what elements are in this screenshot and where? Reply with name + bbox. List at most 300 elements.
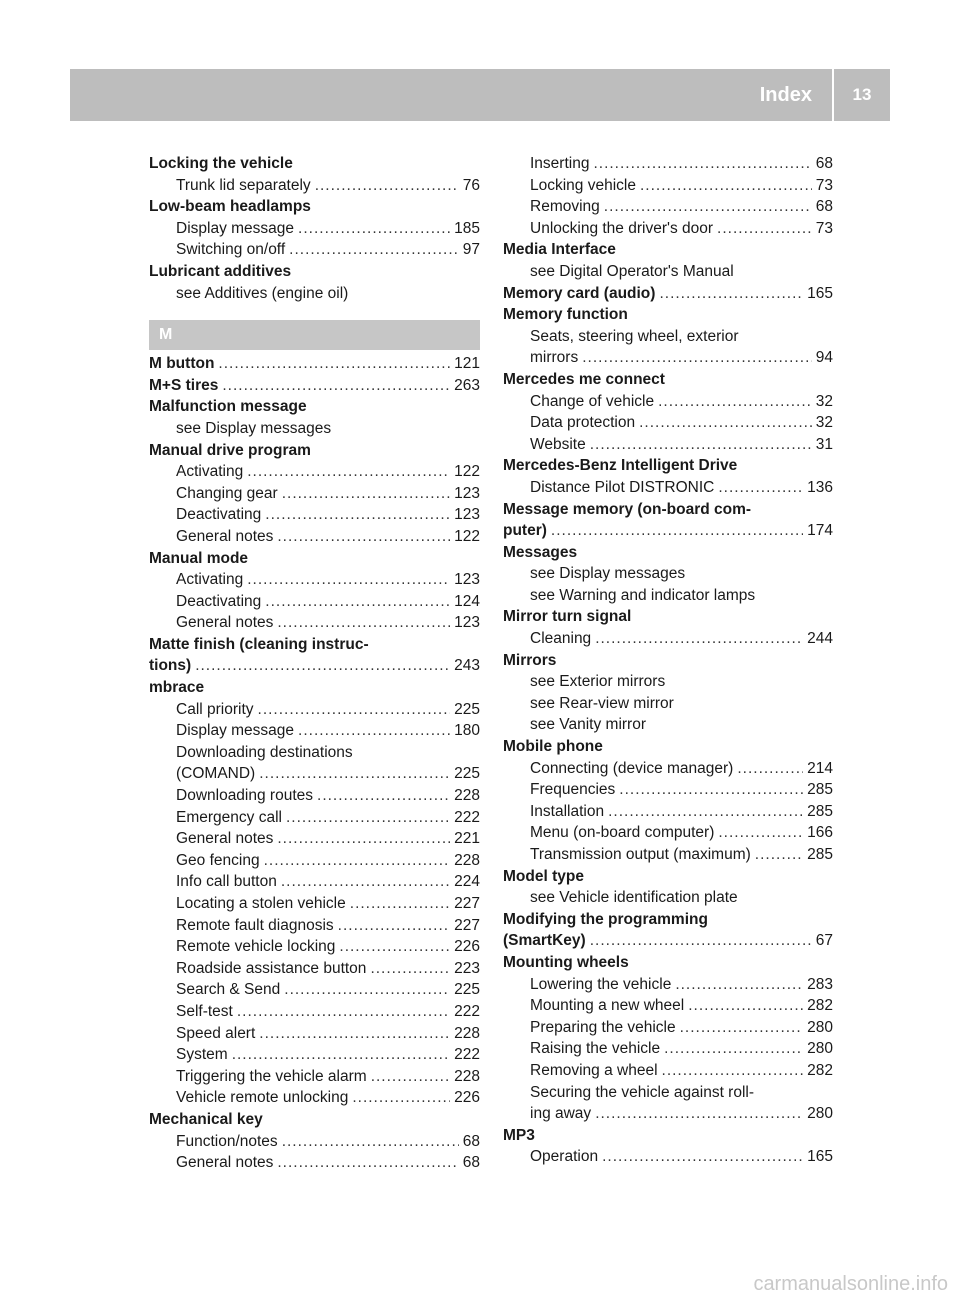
index-heading [149, 548, 480, 570]
page-reference: 222 [454, 808, 480, 826]
entry-label: Search & Send [176, 981, 281, 999]
entry-label: Mirrors [503, 651, 557, 669]
page-reference: 122 [454, 463, 480, 481]
index-subentry [503, 153, 833, 175]
entry-label: Menu (on-board computer) [530, 824, 715, 842]
entry-label: Raising the vehicle [530, 1040, 661, 1058]
dot-leader [282, 1131, 459, 1153]
page-reference: 68 [462, 1154, 480, 1172]
entry-label: mbrace [149, 679, 205, 697]
page-reference: 68 [462, 1132, 480, 1150]
entry-label: see Digital Operator's Manual [530, 262, 734, 280]
entry-label: Preparing the vehicle [530, 1018, 676, 1036]
index-subentry [503, 779, 833, 801]
index-heading [503, 866, 833, 888]
entry-label: ing away [530, 1105, 592, 1123]
index-heading [503, 520, 833, 542]
entry-label: Memory function [503, 306, 628, 324]
index-heading [503, 909, 833, 931]
index-subentry [503, 1146, 833, 1168]
index-heading [503, 455, 833, 477]
entry-label: Malfunction message [149, 398, 307, 416]
entry-label: Trunk lid separately [176, 176, 311, 194]
index-subentry [149, 828, 480, 850]
entry-label: Downloading routes [176, 787, 314, 805]
entry-label: see Display messages [176, 419, 332, 437]
page-reference: 124 [454, 592, 480, 610]
entry-label: General notes [176, 614, 274, 632]
page-title: Index [759, 84, 812, 106]
dot-leader [352, 1087, 450, 1109]
page-reference: 285 [807, 781, 833, 799]
entry-label: Triggering the vehicle alarm [176, 1067, 367, 1085]
page-reference: 97 [462, 241, 480, 259]
dot-leader [551, 520, 803, 542]
index-column-right [503, 153, 833, 1168]
dot-leader [281, 871, 450, 893]
entry-label: Mercedes me connect [503, 370, 665, 388]
index-heading [149, 153, 480, 175]
entry-label: Call priority [176, 700, 254, 718]
dot-leader [339, 936, 450, 958]
dot-leader [222, 375, 450, 397]
entry-label: General notes [176, 830, 274, 848]
entry-label: Mechanical key [149, 1110, 263, 1128]
index-subentry [149, 569, 480, 591]
index-heading [503, 606, 833, 628]
dot-leader [195, 655, 450, 677]
entry-label: Memory card (audio) [503, 284, 656, 302]
page-reference: 68 [815, 155, 833, 172]
dot-leader [717, 218, 812, 240]
entry-label: Manual drive program [149, 441, 311, 459]
index-subentry [149, 720, 480, 742]
index-subentry [503, 391, 833, 413]
dot-leader [593, 153, 811, 175]
index-subentry [149, 1044, 480, 1066]
index-heading [503, 952, 833, 974]
dot-leader [662, 1060, 804, 1082]
entry-label: puter) [503, 522, 547, 540]
page-reference: 228 [454, 1024, 480, 1042]
index-subentry [503, 714, 833, 736]
index-heading [149, 655, 480, 677]
index-heading [503, 304, 833, 326]
index-subentry [503, 434, 833, 456]
dot-leader [298, 218, 450, 240]
entry-label: see Warning and indicator lamps [530, 586, 756, 604]
index-heading [503, 1125, 833, 1147]
index-subentry [503, 801, 833, 823]
dot-leader [317, 785, 450, 807]
entry-label: see Additives (engine oil) [176, 284, 349, 302]
dot-leader [258, 699, 451, 721]
page-reference: 225 [454, 700, 480, 718]
index-subentry [149, 1152, 480, 1174]
page-reference: 121 [454, 355, 480, 373]
entry-label: see Rear-view mirror [530, 694, 674, 712]
dot-leader [718, 477, 803, 499]
entry-label: Remote vehicle locking [176, 938, 336, 956]
dot-leader [338, 915, 450, 937]
index-subentry [503, 758, 833, 780]
watermark: carmanualsonline.info [753, 1273, 948, 1295]
dot-leader [350, 893, 450, 915]
index-subentry [503, 477, 833, 499]
index-subentry [149, 1131, 480, 1153]
dot-leader [277, 612, 450, 634]
page-reference: 228 [454, 787, 480, 805]
entry-label: Mirror turn signal [503, 608, 632, 626]
page-reference: 123 [454, 484, 480, 502]
page-reference: 228 [454, 851, 480, 869]
dot-leader [277, 1152, 458, 1174]
entry-label: Cleaning [530, 630, 592, 648]
page-reference: 225 [454, 765, 480, 783]
entry-label: Frequencies [530, 781, 616, 799]
entry-label: see Vehicle identification plate [530, 889, 738, 907]
page-reference: 225 [454, 981, 480, 999]
entry-label: Mercedes-Benz Intelligent Drive [503, 457, 738, 475]
page-reference: 222 [454, 1046, 480, 1064]
index-heading [503, 650, 833, 672]
page-reference: 73 [815, 176, 833, 194]
dot-leader [284, 979, 450, 1001]
dot-leader [604, 196, 812, 218]
page-reference: 224 [454, 873, 480, 891]
index-subentry [149, 483, 480, 505]
page-reference: 180 [454, 722, 480, 740]
dot-leader [237, 1001, 450, 1023]
index-subentry [149, 958, 480, 980]
index-subentry [503, 175, 833, 197]
page-reference: 223 [454, 959, 480, 977]
dot-leader [277, 828, 450, 850]
dot-leader [595, 1103, 803, 1125]
index-subentry [503, 1038, 833, 1060]
page-reference: 283 [807, 975, 833, 993]
page-reference: 165 [807, 284, 833, 302]
page-reference: 243 [454, 657, 480, 675]
entry-label: Display message [176, 219, 295, 237]
index-subentry [149, 871, 480, 893]
index-heading [149, 634, 480, 656]
page-reference: 165 [807, 1148, 833, 1166]
entry-label: Speed alert [176, 1024, 256, 1042]
index-subentry [503, 1017, 833, 1039]
entry-label: Activating [176, 571, 244, 589]
index-subentry [503, 347, 833, 369]
index-subentry [503, 218, 833, 240]
dot-leader [718, 822, 803, 844]
page-reference: 285 [807, 846, 833, 863]
page-reference: 68 [815, 198, 833, 216]
entry-label: tions) [149, 657, 192, 675]
index-subentry [149, 807, 480, 829]
index-heading [503, 542, 833, 564]
index-subentry [149, 239, 480, 261]
section-header: M [149, 320, 480, 350]
dot-leader [247, 461, 450, 483]
page-reference: 280 [807, 1105, 833, 1123]
index-heading [149, 396, 480, 418]
index-subentry [149, 418, 480, 440]
entry-label: Self-test [176, 1002, 233, 1020]
index-subentry [149, 979, 480, 1001]
index-subentry [503, 563, 833, 585]
entry-label: Locking the vehicle [149, 155, 293, 172]
entry-label: Inserting [530, 155, 590, 172]
entry-label: Lowering the vehicle [530, 975, 672, 993]
index-subentry [503, 844, 833, 866]
page-reference: 280 [807, 1040, 833, 1058]
index-subentry [149, 1001, 480, 1023]
index-heading [149, 261, 480, 283]
dot-leader [658, 391, 812, 413]
page-number: 13 [852, 85, 872, 104]
entry-label: Info call button [176, 873, 277, 891]
index-subentry [503, 196, 833, 218]
entry-label: General notes [176, 527, 274, 545]
index-heading [149, 353, 480, 375]
dot-leader [688, 995, 803, 1017]
index-heading [149, 196, 480, 218]
index-subentry [503, 1103, 833, 1125]
dot-leader [755, 844, 803, 866]
index-subentry [149, 175, 480, 197]
entry-label: Securing the vehicle against roll- [530, 1083, 755, 1101]
entry-label: System [176, 1046, 228, 1064]
index-subentry [503, 974, 833, 996]
page-reference: 185 [454, 219, 480, 237]
entry-label: Downloading destinations [176, 743, 353, 761]
dot-leader [298, 720, 450, 742]
index-heading [503, 930, 833, 952]
entry-label: Activating [176, 463, 244, 481]
page-reference: 166 [807, 824, 833, 842]
entry-label: Modifying the programming [503, 910, 708, 928]
page-reference: 280 [807, 1018, 833, 1036]
entry-label: Data protection [530, 414, 636, 432]
entry-label: Transmission output (maximum) [530, 846, 751, 863]
index-subentry [503, 628, 833, 650]
page-reference: 244 [807, 630, 833, 648]
dot-leader [259, 1023, 450, 1045]
index-subentry [149, 504, 480, 526]
page-reference: 221 [454, 830, 480, 848]
index-heading [149, 440, 480, 462]
index-heading [503, 736, 833, 758]
page-reference: 282 [807, 997, 833, 1015]
dot-leader [602, 1146, 803, 1168]
header-bar [70, 69, 890, 121]
entry-label: see Display messages [530, 565, 686, 583]
dot-leader [286, 807, 450, 829]
dot-leader [259, 763, 450, 785]
page-reference: 222 [454, 1002, 480, 1020]
page-reference: 94 [815, 349, 833, 367]
index-heading [503, 499, 833, 521]
dot-leader [640, 175, 812, 197]
index-heading [149, 677, 480, 699]
page-reference: 227 [454, 916, 480, 934]
entry-label: Roadside assistance button [176, 959, 367, 977]
page-reference: 122 [454, 527, 480, 545]
index-subentry [149, 936, 480, 958]
page-reference: 32 [815, 392, 833, 410]
index-subentry [149, 763, 480, 785]
entry-label: Mobile phone [503, 738, 603, 756]
index-heading [503, 369, 833, 391]
page-reference: 285 [807, 802, 833, 820]
entry-label: Connecting (device manager) [530, 759, 734, 777]
page-reference: 174 [807, 522, 833, 540]
entry-label: Switching on/off [176, 241, 286, 259]
entry-label: (COMAND) [176, 765, 256, 783]
entry-label: Media Interface [503, 241, 616, 259]
index-subentry [149, 850, 480, 872]
page-reference: 227 [454, 895, 480, 912]
entry-label: see Exterior mirrors [530, 673, 666, 691]
index-subentry [149, 699, 480, 721]
entry-label: Distance Pilot DISTRONIC [530, 478, 715, 496]
index-subentry [503, 822, 833, 844]
entry-label: Operation [530, 1148, 599, 1166]
page-reference: 226 [454, 1089, 480, 1107]
page-reference: 228 [454, 1067, 480, 1085]
entry-label: Locking vehicle [530, 176, 636, 194]
dot-leader [265, 591, 450, 613]
entry-label: MP3 [503, 1126, 535, 1144]
page-reference: 214 [807, 759, 833, 777]
entry-label: Deactivating [176, 506, 262, 524]
dot-leader [232, 1044, 450, 1066]
index-subentry [149, 785, 480, 807]
dot-leader [282, 483, 450, 505]
index-subentry [503, 326, 833, 348]
entry-label: Website [530, 435, 586, 453]
dot-leader [590, 930, 812, 952]
dot-leader [619, 779, 803, 801]
entry-label: Removing a wheel [530, 1061, 658, 1079]
dot-leader [277, 526, 450, 548]
entry-label: Deactivating [176, 592, 262, 610]
page-reference: 32 [815, 414, 833, 432]
dot-leader [582, 347, 812, 369]
entry-label: Installation [530, 802, 605, 820]
entry-label: Mounting a new wheel [530, 997, 685, 1015]
entry-label: Geo fencing [176, 851, 260, 869]
index-subentry [503, 1060, 833, 1082]
page-reference: 123 [454, 506, 480, 524]
entry-label: Low-beam headlamps [149, 198, 311, 216]
index-heading [149, 1109, 480, 1131]
entry-label: Vehicle remote unlocking [176, 1089, 349, 1107]
entry-label: Matte finish (cleaning instruc- [149, 635, 369, 653]
dot-leader [639, 412, 812, 434]
entry-label: Seats, steering wheel, exterior [530, 327, 739, 345]
entry-label: Lubricant additives [149, 262, 292, 280]
dot-leader [247, 569, 450, 591]
dot-leader [680, 1017, 804, 1039]
page-reference: 123 [454, 614, 480, 632]
index-subentry [149, 612, 480, 634]
dot-leader [595, 628, 803, 650]
page-reference: 76 [462, 176, 480, 194]
index-column-left [149, 153, 480, 1174]
index-heading [503, 283, 833, 305]
dot-leader [737, 758, 803, 780]
index-subentry [503, 585, 833, 607]
page-reference: 67 [815, 932, 833, 950]
entry-label: Model type [503, 867, 584, 885]
dot-leader [675, 974, 803, 996]
entry-label: Function/notes [176, 1132, 278, 1150]
entry-label: Unlocking the driver's door [530, 219, 714, 237]
entry-label: Mounting wheels [503, 953, 629, 971]
index-subentry [149, 591, 480, 613]
index-subentry [149, 526, 480, 548]
entry-label: Change of vehicle [530, 392, 655, 410]
page-reference: 31 [815, 435, 833, 453]
page-reference: 136 [807, 478, 833, 496]
dot-leader [370, 958, 450, 980]
index-subentry [503, 887, 833, 909]
index-subentry [149, 893, 480, 915]
dot-leader [659, 283, 803, 305]
entry-label: Manual mode [149, 549, 249, 567]
index-subentry [149, 1066, 480, 1088]
index-subentry [149, 1087, 480, 1109]
index-subentry [503, 1082, 833, 1104]
dot-leader [264, 850, 451, 872]
entry-label: M button [149, 355, 215, 373]
index-heading [503, 239, 833, 261]
page-reference: 73 [815, 219, 833, 237]
index-subentry [503, 693, 833, 715]
page-reference: 263 [454, 376, 480, 394]
entry-label: M+S tires [149, 376, 219, 394]
entry-label: Removing [530, 198, 600, 216]
index-subentry [503, 412, 833, 434]
entry-label: Locating a stolen vehicle [176, 895, 346, 912]
page-reference: 226 [454, 938, 480, 956]
index-subentry [503, 261, 833, 283]
dot-leader [590, 434, 812, 456]
index-subentry [149, 915, 480, 937]
dot-leader [608, 801, 803, 823]
page-reference: 123 [454, 571, 480, 589]
entry-label: (SmartKey) [503, 932, 586, 950]
entry-label: Messages [503, 543, 578, 561]
entry-label: mirrors [530, 349, 579, 367]
dot-leader [371, 1066, 450, 1088]
dot-leader [218, 353, 450, 375]
entry-label: Remote fault diagnosis [176, 916, 334, 934]
index-subentry [503, 995, 833, 1017]
entry-label: Changing gear [176, 484, 278, 502]
page-reference: 282 [807, 1061, 833, 1079]
index-heading [149, 375, 480, 397]
entry-label: Message memory (on-board com- [503, 500, 752, 518]
entry-label: Emergency call [176, 808, 282, 826]
index-subentry [149, 461, 480, 483]
dot-leader [315, 175, 459, 197]
dot-leader [664, 1038, 803, 1060]
index-subentry [149, 283, 480, 305]
dot-leader [289, 239, 459, 261]
entry-label: see Vanity mirror [530, 716, 646, 734]
